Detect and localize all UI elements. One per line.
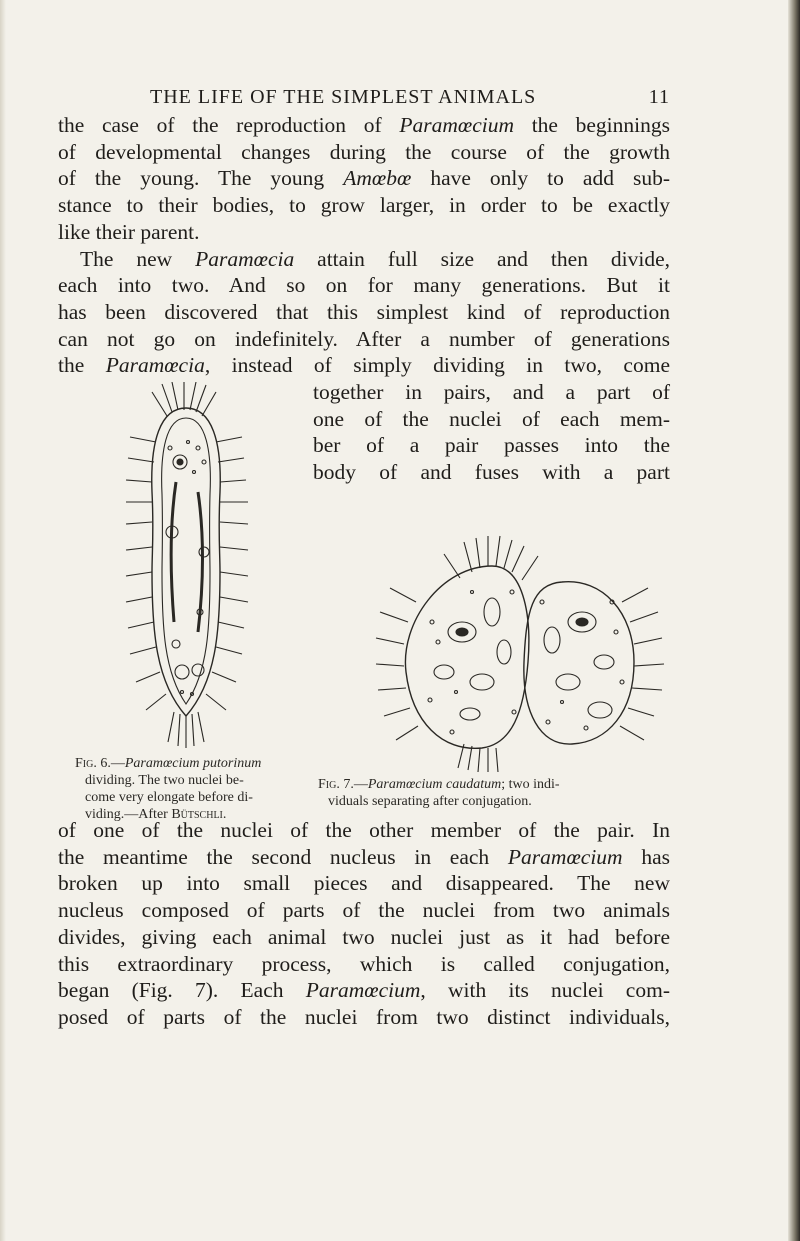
figure-label: Fig. 7. — [318, 777, 354, 792]
text-line: has been discovered that this simplest kind of reproduction — [58, 299, 670, 324]
paragraph-2 — [58, 246, 670, 380]
figure-6-caption — [75, 755, 290, 823]
text-line: posed of parts of the nuclei from two distinct individuals, — [58, 1004, 670, 1029]
figure-label: Fig. 6. — [75, 756, 111, 771]
cilia-top — [444, 536, 538, 580]
cilia-top — [152, 382, 216, 416]
text-line: one of the nuclei of each mem- — [313, 406, 670, 431]
caption-line: viding.—After Bütschli. — [85, 807, 227, 822]
cilia-bottom — [168, 712, 204, 748]
text-line: stance to their bodies, to grow larger, in order to be exactly — [58, 193, 670, 218]
text-line: divides, giving each animal two nuclei just as it had before — [58, 924, 670, 949]
text-line: can not go on indefinitely. After a number of generations — [58, 326, 670, 351]
paragraph-1 — [58, 112, 670, 246]
page-edge-right — [788, 0, 800, 1241]
text-line: ber of a pair passes into the — [313, 433, 670, 458]
caption-line: Fig. 7.—Paramœcium caudatum; two indi- — [318, 777, 560, 792]
cilia-right — [620, 588, 664, 740]
paragraph-2-column — [313, 379, 670, 486]
text-line: like their parent. — [58, 219, 200, 244]
paragraph-3 — [58, 817, 670, 1031]
cilia-left — [126, 437, 166, 710]
page-number: 11 — [648, 86, 670, 108]
text-line: each into two. And so on for many generations. But it — [58, 273, 670, 298]
species-name: Paramœcium caudatum — [367, 777, 502, 792]
text-line: nucleus composed of parts of the nuclei from two animals — [58, 898, 670, 923]
page-edge-left — [0, 0, 6, 1241]
species-name: Paramœcium putorinum — [124, 756, 262, 771]
caption-line: come very elongate before di- — [85, 790, 253, 805]
cilia-right — [206, 437, 248, 710]
text-line: broken up into small pieces and disappeared. The new — [58, 871, 670, 896]
text-line: this extraordinary process, which is called conjugation, — [58, 951, 670, 976]
figure-7-illustration — [372, 532, 672, 772]
text-line: of one of the nuclei of the other member of the pair. In — [58, 818, 670, 842]
text-line: of the young. The young Amœbœ have only to add sub- — [58, 166, 670, 191]
text-line: together in pairs, and a part of — [313, 380, 670, 404]
figure-6-illustration — [112, 382, 262, 752]
text-line: of developmental changes during the course of the growth — [58, 139, 670, 164]
text-line: body of and fuses with a part — [313, 460, 670, 485]
caption-line: viduals separating after conjugation. — [328, 794, 532, 809]
text-line: The new Paramœcia attain full size and then divide, — [80, 246, 670, 271]
text-line: the case of the reproduction of Paramœcium the beginnings — [58, 113, 670, 137]
text-line: the Paramœcia, instead of simply dividing in two, come — [58, 353, 670, 378]
figure-7-caption — [318, 776, 673, 810]
caption-line: Fig. 6.—Paramœcium putorinum — [75, 756, 262, 771]
cilia-left — [376, 588, 418, 740]
text-line: the meantime the second nucleus in each Paramœcium has — [58, 844, 670, 869]
caption-line: dividing. The two nuclei be- — [85, 773, 244, 788]
running-title: THE LIFE OF THE SIMPLEST ANIMALS — [150, 86, 537, 108]
text-line: began (Fig. 7). Each Paramœcium, with its nuclei com- — [58, 978, 670, 1003]
